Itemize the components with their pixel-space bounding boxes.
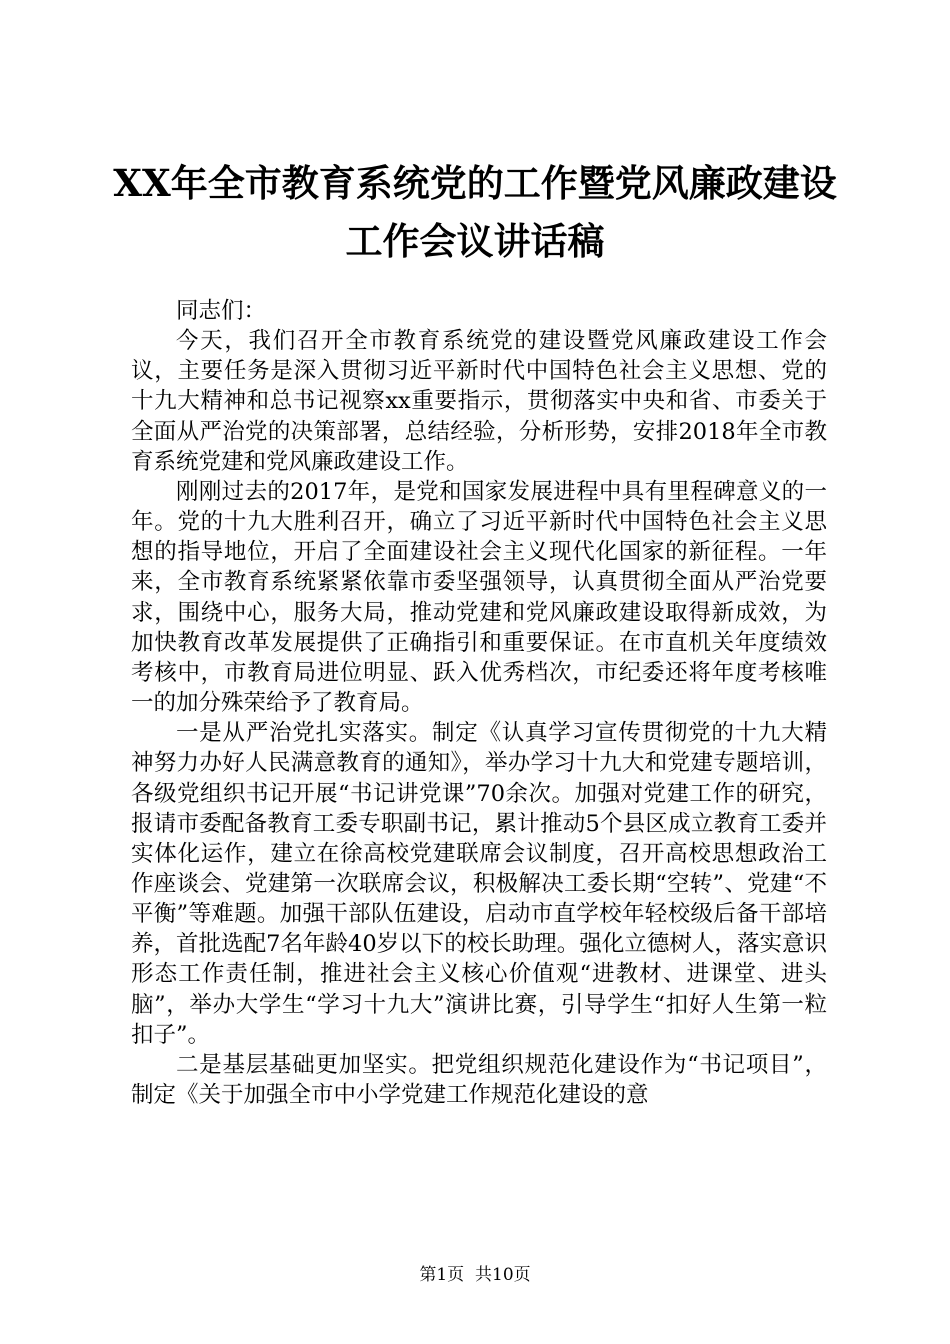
document-body: [131, 296, 827, 1110]
page-total: 共10页: [475, 1265, 531, 1285]
paragraph: 二是基层基础更加坚实。把党组织规范化建设作为“书记项目”，制定《关于加强全市中小学党建工作规范化建设的意: [131, 1051, 827, 1109]
salutation: 同志们：: [176, 298, 267, 324]
page-footer: [0, 1264, 950, 1286]
page-number: 第1页: [419, 1265, 465, 1285]
paragraph: 今天，我们召开全市教育系统党的建设暨党风廉政建设工作会议，主要任务是深入贯彻习近平新时代中国特色社会主义思想、党的十九大精神和总书记视察xx重要指示，贯彻落实中央和省、市委关于全面从严治党的决策部署，总结经验，分析形势，安排2018年全市教育系统党建和党风廉政建设工作。: [131, 328, 827, 475]
paragraph: 一是从严治党扎实落实。制定《认真学习宣传贯彻党的十九大精神努力办好人民满意教育的通知》，举办学习十九大和党建专题培训，各级党组织书记开展“书记讲党课”70余次。加强对党建工作的研究，报请市委配备教育工委专职副书记，累计推动5个县区成立教育工委并实体化运作，建立在徐高校党建联席会议制度，召开高校思想政治工作座谈会、党建第一次联席会议，积极解决工委长期“空转”、党建“不平衡”等难题。加强干部队伍建设，启动市直学校年轻校级后备干部培养，首批选配7名年龄40岁以下的校长助理。强化立德树人，落实意识形态工作责任制，推进社会主义核心价值观“进教材、进课堂、进头脑”，举办大学生“学习十九大”演讲比赛，引导学生“扣好人生第一粒扣子”。: [131, 720, 827, 1048]
paragraph: 刚刚过去的2017年，是党和国家发展进程中具有里程碑意义的一年。党的十九大胜利召开，确立了习近平新时代中国特色社会主义思想的指导地位，开启了全面建设社会主义现代化国家的新征程。一年来，全市教育系统紧紧依靠市委坚强领导，认真贯彻全面从严治党要求，围绕中心，服务大局，推动党建和党风廉政建设取得新成效，为加快教育改革发展提供了正确指引和重要保证。在市直机关年度绩效考核中，市教育局进位明显、跃入优秀档次，市纪委还将年度考核唯一的加分殊荣给予了教育局。: [131, 478, 827, 717]
document-title-line-2: 工作会议讲话稿: [345, 219, 605, 263]
document-title-line-1: XX年全市教育系统党的工作暨党风廉政建设: [113, 161, 837, 205]
